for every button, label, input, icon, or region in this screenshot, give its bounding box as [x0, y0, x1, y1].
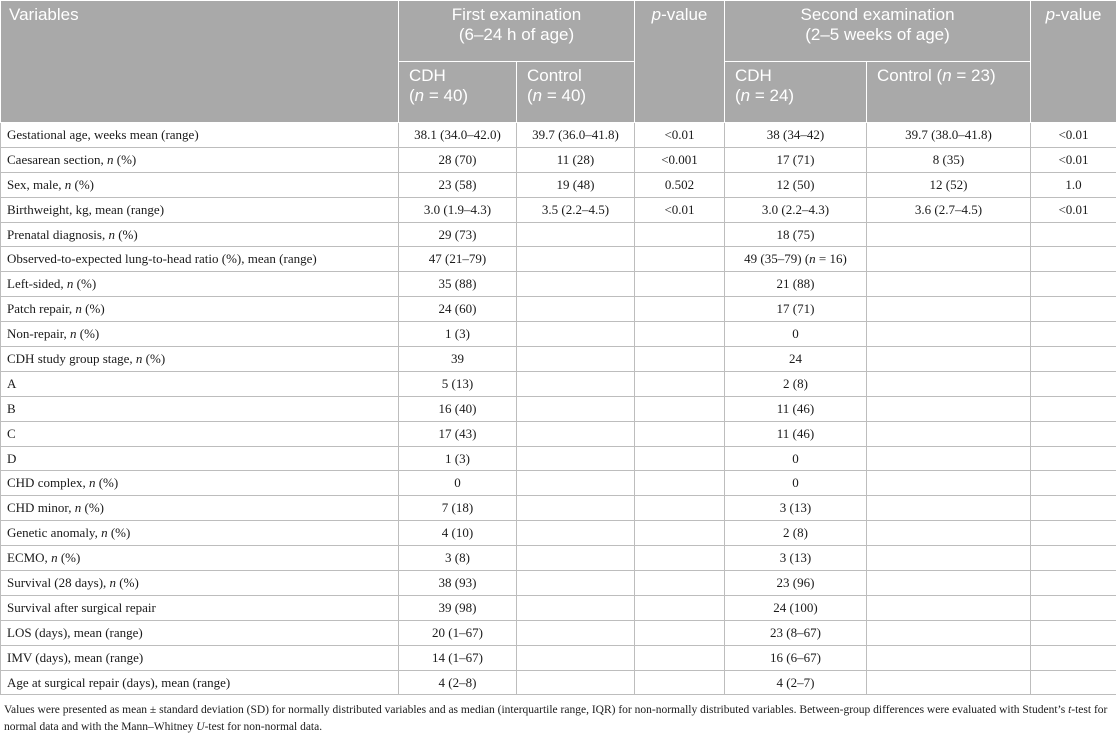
table-row — [1, 396, 1116, 421]
p-value-first-cell — [635, 670, 725, 695]
control-second-cell — [867, 322, 1031, 347]
control-second-cell: 3.6 (2.7–4.5) — [867, 197, 1031, 222]
control-first-cell — [517, 471, 635, 496]
p-value-first-cell — [635, 322, 725, 347]
variable-cell: ECMO, n (%) — [1, 546, 399, 571]
variable-cell: CHD complex, n (%) — [1, 471, 399, 496]
cdh-second-cell: 3 (13) — [725, 496, 867, 521]
p-value-second-cell — [1031, 272, 1116, 297]
control-second-cell — [867, 396, 1031, 421]
p-value-first-cell — [635, 347, 725, 372]
p-value-second-cell — [1031, 446, 1116, 471]
control-first-cell: 11 (28) — [517, 147, 635, 172]
cdh-first-cell: 3.0 (1.9–4.3) — [399, 197, 517, 222]
p-value-second-cell — [1031, 670, 1116, 695]
cdh-first-cell: 4 (10) — [399, 521, 517, 546]
table-row — [1, 322, 1116, 347]
control-second-cell — [867, 670, 1031, 695]
p-value-second-cell: <0.01 — [1031, 197, 1116, 222]
table-row — [1, 371, 1116, 396]
p-value-second-cell — [1031, 571, 1116, 596]
cdh-second-cell: 0 — [725, 446, 867, 471]
control-second-cell — [867, 471, 1031, 496]
header-first-examination — [399, 1, 635, 62]
variable-cell: A — [1, 371, 399, 396]
cdh-second-cell: 18 (75) — [725, 222, 867, 247]
control-second-cell — [867, 521, 1031, 546]
p-value-first-cell — [635, 222, 725, 247]
cdh-second-cell: 3 (13) — [725, 546, 867, 571]
p-value-first-cell: <0.01 — [635, 123, 725, 148]
cdh-second-cell: 2 (8) — [725, 371, 867, 396]
control-first-cell — [517, 222, 635, 247]
cdh-second-cell: 23 (96) — [725, 571, 867, 596]
cdh-first-cell: 5 (13) — [399, 371, 517, 396]
cdh-second-cell: 24 — [725, 347, 867, 372]
control-second-cell — [867, 645, 1031, 670]
p-value-first-cell — [635, 571, 725, 596]
control-second-cell — [867, 620, 1031, 645]
variable-cell: Caesarean section, n (%) — [1, 147, 399, 172]
p-value-second-cell — [1031, 222, 1116, 247]
cdh-second-cell: 17 (71) — [725, 147, 867, 172]
table-row — [1, 197, 1116, 222]
control-first-cell — [517, 496, 635, 521]
table-row — [1, 247, 1116, 272]
table-row — [1, 421, 1116, 446]
control-first-cell — [517, 670, 635, 695]
control-first-cell: 19 (48) — [517, 172, 635, 197]
p-value-first-cell: <0.01 — [635, 197, 725, 222]
variable-cell: C — [1, 421, 399, 446]
p-value-first-cell — [635, 521, 725, 546]
table-row — [1, 496, 1116, 521]
control-second-cell — [867, 247, 1031, 272]
p-value-first-cell — [635, 421, 725, 446]
cdh-first-cell: 38 (93) — [399, 571, 517, 596]
variable-cell: Patch repair, n (%) — [1, 297, 399, 322]
variable-cell: CDH study group stage, n (%) — [1, 347, 399, 372]
header-p-value-2 — [1031, 1, 1116, 123]
p-value-second-cell — [1031, 471, 1116, 496]
control-second-cell — [867, 571, 1031, 596]
cdh-first-cell: 4 (2–8) — [399, 670, 517, 695]
control-second-cell — [867, 347, 1031, 372]
p-value-second-cell — [1031, 496, 1116, 521]
control-first-cell — [517, 347, 635, 372]
p-value-first-cell — [635, 471, 725, 496]
p-value-first-cell — [635, 546, 725, 571]
p-value-first-cell — [635, 371, 725, 396]
p-value-first-cell — [635, 595, 725, 620]
cdh-first-cell: 16 (40) — [399, 396, 517, 421]
p-value-second-cell — [1031, 645, 1116, 670]
first-exam-age: (6–24 h of age) — [458, 25, 575, 44]
p-value-second-cell — [1031, 396, 1116, 421]
cdh-second-cell: 11 (46) — [725, 421, 867, 446]
cdh-first-label: CDH — [409, 66, 446, 85]
cdh-second-cell: 0 — [725, 471, 867, 496]
variable-cell: LOS (days), mean (range) — [1, 620, 399, 645]
cdh-first-cell: 28 (70) — [399, 147, 517, 172]
control-second-cell — [867, 446, 1031, 471]
cdh-first-cell: 29 (73) — [399, 222, 517, 247]
cdh-first-cell: 1 (3) — [399, 446, 517, 471]
control-first-cell — [517, 396, 635, 421]
table-row — [1, 347, 1116, 372]
control-second-cell: 12 (52) — [867, 172, 1031, 197]
header-cdh-first — [399, 62, 517, 123]
table-row — [1, 670, 1116, 695]
p-value-first-cell — [635, 297, 725, 322]
table-row — [1, 222, 1116, 247]
p-value-first-cell — [635, 446, 725, 471]
p-value-second-cell — [1031, 247, 1116, 272]
control-second-cell: 8 (35) — [867, 147, 1031, 172]
p-value-second-cell: <0.01 — [1031, 147, 1116, 172]
variable-cell: Gestational age, weeks mean (range) — [1, 123, 399, 148]
cdh-second-cell: 3.0 (2.2–4.3) — [725, 197, 867, 222]
header-second-examination — [725, 1, 1031, 62]
control-first-cell — [517, 272, 635, 297]
p-value-second-cell: <0.01 — [1031, 123, 1116, 148]
cdh-second-cell: 23 (8–67) — [725, 620, 867, 645]
p-value-second-cell — [1031, 347, 1116, 372]
variable-cell: Prenatal diagnosis, n (%) — [1, 222, 399, 247]
second-exam-title: Second examination — [800, 5, 955, 24]
cdh-second-label: CDH — [735, 66, 772, 85]
control-first-cell: 39.7 (36.0–41.8) — [517, 123, 635, 148]
cdh-first-cell: 14 (1–67) — [399, 645, 517, 670]
cdh-second-cell: 12 (50) — [725, 172, 867, 197]
cdh-first-n: (n = 40) — [409, 86, 469, 105]
cdh-first-cell: 24 (60) — [399, 297, 517, 322]
cdh-second-n: (n = 24) — [735, 86, 795, 105]
cdh-first-cell: 1 (3) — [399, 322, 517, 347]
control-first-label: Control — [527, 66, 582, 85]
p-value-second-cell — [1031, 322, 1116, 347]
p-value-suffix: -value — [1055, 5, 1102, 24]
cdh-first-cell: 39 — [399, 347, 517, 372]
cdh-first-cell: 47 (21–79) — [399, 247, 517, 272]
control-first-cell — [517, 421, 635, 446]
cdh-first-cell: 35 (88) — [399, 272, 517, 297]
table-body — [1, 123, 1116, 695]
variable-cell: B — [1, 396, 399, 421]
table-row — [1, 645, 1116, 670]
control-second-cell — [867, 595, 1031, 620]
p-value-first-cell — [635, 620, 725, 645]
p-value-second-cell: 1.0 — [1031, 172, 1116, 197]
first-exam-title: First examination — [451, 5, 582, 24]
cdh-second-cell: 17 (71) — [725, 297, 867, 322]
cdh-second-cell: 16 (6–67) — [725, 645, 867, 670]
control-first-n: (n = 40) — [527, 86, 587, 105]
table-row — [1, 172, 1116, 197]
cdh-first-cell: 39 (98) — [399, 595, 517, 620]
control-first-cell — [517, 645, 635, 670]
cdh-first-cell: 23 (58) — [399, 172, 517, 197]
control-first-cell — [517, 446, 635, 471]
cdh-first-cell: 17 (43) — [399, 421, 517, 446]
control-first-cell — [517, 247, 635, 272]
cdh-second-cell: 49 (35–79) (n = 16) — [725, 247, 867, 272]
control-second-cell: 39.7 (38.0–41.8) — [867, 123, 1031, 148]
header-cdh-second — [725, 62, 867, 123]
table-row — [1, 297, 1116, 322]
p-value-first-cell: <0.001 — [635, 147, 725, 172]
control-first-cell — [517, 546, 635, 571]
table-row — [1, 123, 1116, 148]
control-first-cell — [517, 322, 635, 347]
p-value-suffix: -value — [661, 5, 708, 24]
variable-cell: Genetic anomaly, n (%) — [1, 521, 399, 546]
cdh-second-cell: 0 — [725, 322, 867, 347]
table-row — [1, 272, 1116, 297]
variable-cell: Non-repair, n (%) — [1, 322, 399, 347]
control-second-cell — [867, 371, 1031, 396]
p-value-second-cell — [1031, 620, 1116, 645]
p-value-first-cell — [635, 645, 725, 670]
variable-cell: Observed-to-expected lung-to-head ratio (%), mean (range) — [1, 247, 399, 272]
control-second-cell — [867, 222, 1031, 247]
cdh-second-cell: 24 (100) — [725, 595, 867, 620]
p-value-second-cell — [1031, 421, 1116, 446]
table-row — [1, 620, 1116, 645]
cdh-first-cell: 3 (8) — [399, 546, 517, 571]
control-first-cell — [517, 297, 635, 322]
p-letter: p — [1045, 5, 1056, 24]
table-row — [1, 147, 1116, 172]
control-second-label: Control (n = 23) — [877, 66, 996, 85]
header-variables: Variables — [1, 1, 399, 123]
control-first-cell — [517, 521, 635, 546]
variable-cell: Left-sided, n (%) — [1, 272, 399, 297]
control-first-cell — [517, 620, 635, 645]
p-value-first-cell — [635, 272, 725, 297]
p-value-first-cell — [635, 496, 725, 521]
table-row — [1, 446, 1116, 471]
p-value-first-cell: 0.502 — [635, 172, 725, 197]
cdh-second-cell: 2 (8) — [725, 521, 867, 546]
p-value-second-cell — [1031, 595, 1116, 620]
control-first-cell — [517, 571, 635, 596]
variable-cell: Survival after surgical repair — [1, 595, 399, 620]
table-row — [1, 546, 1116, 571]
cdh-first-cell: 0 — [399, 471, 517, 496]
second-exam-age: (2–5 weeks of age) — [805, 25, 950, 44]
cdh-first-cell: 20 (1–67) — [399, 620, 517, 645]
table-footnote: Values were presented as mean ± standard deviation (SD) for normally distributed variables and as median (interquartile range, IQR) for non-normally distributed variables. Between-group differences were evaluated with Student’s t-test for normal data and with the Mann–Whitney U-test for non-normal data. — [4, 704, 1108, 733]
control-first-cell: 3.5 (2.2–4.5) — [517, 197, 635, 222]
control-second-cell — [867, 496, 1031, 521]
control-second-cell — [867, 272, 1031, 297]
variable-cell: IMV (days), mean (range) — [1, 645, 399, 670]
variable-cell: Survival (28 days), n (%) — [1, 571, 399, 596]
variable-cell: Birthweight, kg, mean (range) — [1, 197, 399, 222]
control-second-cell — [867, 421, 1031, 446]
header-p-value-1 — [635, 1, 725, 123]
control-first-cell — [517, 371, 635, 396]
p-value-second-cell — [1031, 546, 1116, 571]
table-row — [1, 521, 1116, 546]
cdh-second-cell: 11 (46) — [725, 396, 867, 421]
variable-cell: Age at surgical repair (days), mean (range) — [1, 670, 399, 695]
control-first-cell — [517, 595, 635, 620]
variable-cell: Sex, male, n (%) — [1, 172, 399, 197]
table-row — [1, 571, 1116, 596]
cdh-second-cell: 38 (34–42) — [725, 123, 867, 148]
p-value-first-cell — [635, 396, 725, 421]
variable-cell: D — [1, 446, 399, 471]
cdh-second-cell: 21 (88) — [725, 272, 867, 297]
table-row — [1, 471, 1116, 496]
p-letter: p — [651, 5, 662, 24]
p-value-second-cell — [1031, 371, 1116, 396]
control-second-cell — [867, 546, 1031, 571]
cdh-first-cell: 7 (18) — [399, 496, 517, 521]
variable-cell: CHD minor, n (%) — [1, 496, 399, 521]
control-second-cell — [867, 297, 1031, 322]
cdh-first-cell: 38.1 (34.0–42.0) — [399, 123, 517, 148]
p-value-first-cell — [635, 247, 725, 272]
p-value-second-cell — [1031, 521, 1116, 546]
header-control-first — [517, 62, 635, 123]
p-value-second-cell — [1031, 297, 1116, 322]
header-control-second — [867, 62, 1031, 123]
table-row — [1, 595, 1116, 620]
cdh-second-cell: 4 (2–7) — [725, 670, 867, 695]
